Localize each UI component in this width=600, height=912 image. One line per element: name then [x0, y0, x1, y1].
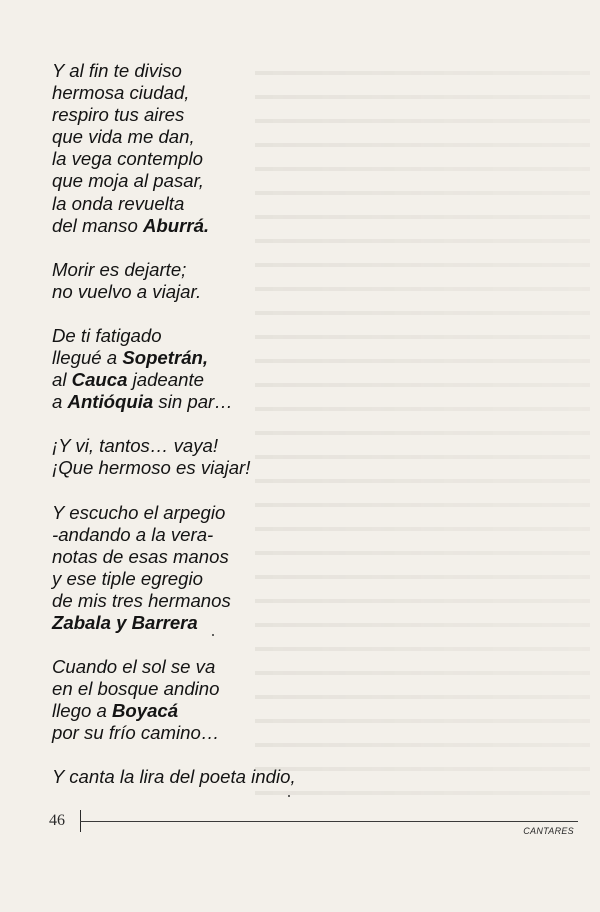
poem-line	[52, 82, 352, 104]
line-text: Cuando el sol se va	[52, 656, 216, 678]
poem-line	[52, 524, 352, 546]
poem-line	[52, 60, 352, 82]
line-text: a	[52, 391, 68, 413]
line-text: de mis tres hermanos	[52, 589, 231, 611]
poem-line	[52, 568, 352, 590]
stanza	[52, 502, 352, 635]
poem-line	[52, 193, 352, 215]
poem-line	[52, 369, 352, 391]
poem-line	[52, 281, 352, 303]
line-text: y ese tiple egregio	[52, 567, 203, 589]
line-text: que vida me dan,	[52, 126, 195, 148]
line-text: Y al fin te diviso	[52, 60, 182, 81]
print-speck	[288, 795, 290, 797]
stanza	[52, 435, 352, 479]
place-name: Zabala y Barrera	[52, 611, 198, 633]
line-text: respiro tus aires	[52, 104, 185, 126]
page-number: 46	[49, 812, 65, 829]
poem-line	[52, 678, 352, 700]
line-text: del manso	[52, 214, 143, 236]
line-text: llegué a	[52, 347, 123, 369]
poem-line	[52, 590, 352, 612]
poem-line	[52, 391, 352, 413]
poem-line	[52, 502, 352, 524]
place-name: Aburrá.	[142, 214, 210, 236]
place-name: Sopetrán,	[122, 347, 209, 369]
line-text: que moja al pasar,	[52, 170, 204, 192]
poem-line	[52, 170, 352, 192]
line-text: Morir es dejarte;	[52, 258, 187, 280]
line-text: la onda revuelta	[52, 192, 185, 214]
line-text: llego a	[52, 700, 112, 722]
poem-line	[52, 722, 352, 744]
poem-line	[52, 457, 352, 479]
poem-line	[52, 656, 352, 678]
line-text: por su frío camino…	[52, 722, 220, 744]
running-title: CANTARES	[523, 826, 574, 836]
stanza	[52, 60, 352, 237]
poem-line	[52, 612, 352, 634]
poem-line	[52, 259, 352, 281]
line-text: la vega contemplo	[52, 148, 203, 170]
stanza	[52, 259, 352, 303]
stanza	[52, 656, 352, 744]
poem-line	[52, 126, 352, 148]
line-text: ¡Que hermoso es viajar!	[52, 457, 251, 479]
place-name: Boyacá	[111, 700, 179, 722]
line-text: hermosa ciudad,	[52, 82, 190, 104]
line-text: De ti fatigado	[52, 324, 162, 346]
poem-line	[52, 148, 352, 170]
poem-line	[52, 766, 352, 788]
line-text: al	[52, 369, 72, 391]
line-text: sin par…	[153, 391, 233, 413]
line-text: ¡Y vi, tantos… vaya!	[52, 435, 219, 457]
line-text: en el bosque andino	[52, 678, 220, 700]
poem-line	[52, 546, 352, 568]
line-text: Y canta la lira del poeta indio,	[52, 766, 296, 788]
line-text: -andando a la vera-	[52, 523, 214, 545]
place-name: Antióquia	[67, 391, 154, 413]
poem-line	[52, 347, 352, 369]
stanza	[52, 766, 352, 788]
stanza	[52, 325, 352, 413]
place-name: Cauca	[71, 369, 128, 391]
line-text: notas de esas manos	[52, 545, 229, 567]
line-text: no vuelvo a viajar.	[52, 280, 202, 302]
poem-line	[52, 435, 352, 457]
page-footer	[0, 810, 600, 840]
print-speck	[212, 634, 214, 636]
poem-line	[52, 215, 352, 237]
poem-line	[52, 325, 352, 347]
poem-text	[52, 60, 352, 789]
poem-line	[52, 700, 352, 722]
poem-line	[52, 104, 352, 126]
line-text: jadeante	[127, 369, 204, 391]
footer-rule	[80, 821, 578, 822]
line-text: Y escucho el arpegio	[52, 501, 226, 523]
